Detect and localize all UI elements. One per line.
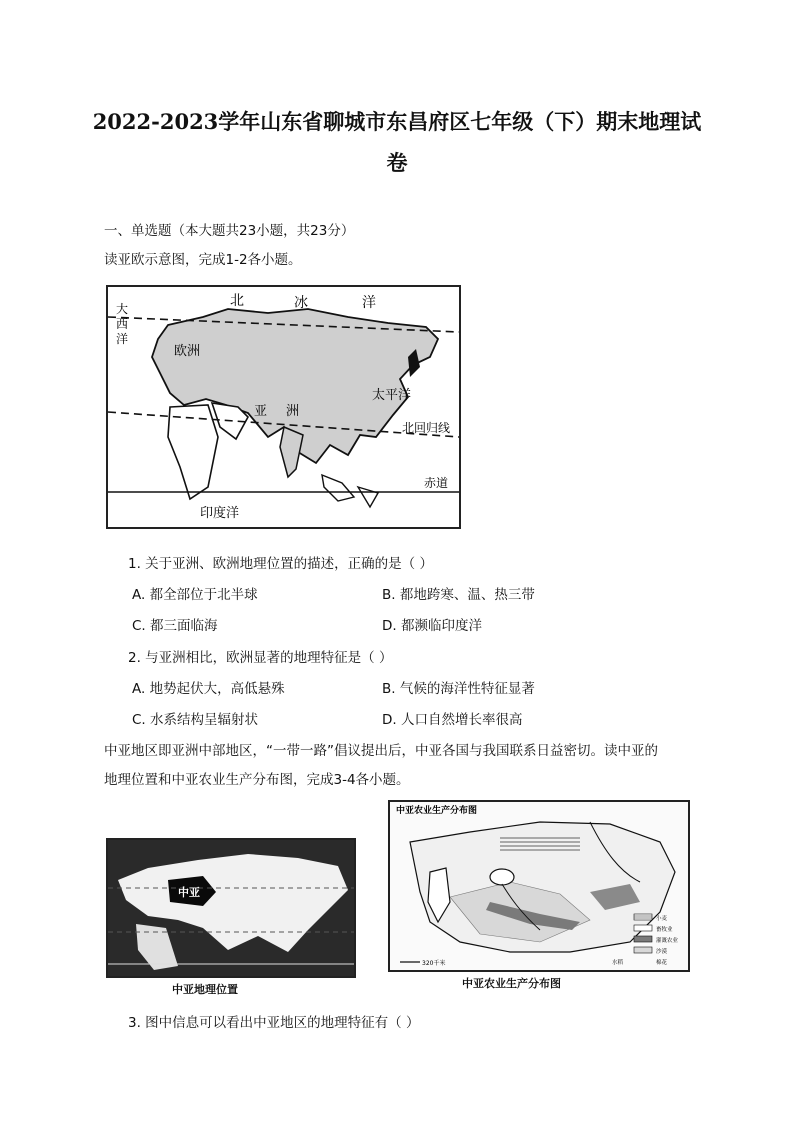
caption-agriculture-map: 中亚农业生产分布图 [462, 977, 561, 990]
caption-location-map: 中亚地理位置 [172, 983, 238, 996]
legend-pastoral: 畜牧业 [656, 927, 673, 933]
label-tropic: 北回归线 [402, 421, 451, 435]
section-header: 一、单选题（本大题共23小题，共23分） [104, 223, 355, 239]
document-title-line1: 2022-2023学年山东省聊城市东昌府区七年级（下）期末地理试 [92, 109, 702, 134]
question-2-option-d[interactable]: D. 人口自然增长率很高 [382, 712, 523, 728]
legend-desert: 沙漠 [656, 949, 668, 955]
label-atlantic-1: 大 [116, 302, 129, 316]
label-equator: 赤道 [424, 476, 449, 490]
label-north-ocean-2: 冰 [294, 295, 308, 311]
question-2-option-c[interactable]: C. 水系结构呈辐射状 [132, 712, 259, 728]
intro2-line2: 地理位置和中亚农业生产分布图，完成3-4各小题。 [104, 772, 410, 788]
intro-text: 读亚欧示意图，完成1-2各小题。 [104, 252, 302, 268]
question-1-option-d[interactable]: D. 都濒临印度洋 [382, 618, 482, 634]
label-asia-1: 亚 [254, 404, 268, 419]
label-asia-2: 洲 [286, 404, 300, 419]
document-title-line2: 卷 [386, 150, 408, 175]
label-central-asia: 中亚 [178, 886, 200, 899]
central-asia-location-map [106, 838, 356, 978]
label-europe: 欧洲 [174, 344, 201, 359]
question-2-option-a[interactable]: A. 地势起伏大，高低悬殊 [132, 681, 285, 697]
label-north-ocean-1: 北 [230, 293, 244, 309]
legend-irrigation: 灌溉农业 [656, 938, 679, 944]
question-2-option-b[interactable]: B. 气候的海洋性特征显著 [382, 681, 535, 697]
label-north-ocean-3: 洋 [362, 295, 376, 311]
label-pacific: 太平洋 [372, 388, 412, 403]
question-2-stem: 2. 与亚洲相比，欧洲显著的地理特征是（ ） [128, 650, 393, 666]
map3-header: 中亚农业生产分布图 [396, 806, 478, 816]
question-1-option-a[interactable]: A. 都全部位于北半球 [132, 587, 258, 603]
eurasia-map [106, 285, 461, 529]
central-asia-agriculture-map [388, 800, 690, 972]
question-1-option-b[interactable]: B. 都地跨寒、温、热三带 [382, 587, 535, 603]
intro2-line1: 中亚地区即亚洲中部地区，“一带一路”倡议提出后，中亚各国与我国联系日益密切。读中亚的 [104, 743, 658, 759]
legend-cotton: 棉花 [656, 960, 668, 966]
legend-rice: 水稻 [612, 960, 624, 966]
label-atlantic-3: 洋 [116, 332, 129, 346]
question-1-stem: 1. 关于亚洲、欧洲地理位置的描述，正确的是（ ） [128, 556, 433, 572]
legend-wheat: 小麦 [656, 916, 668, 922]
label-indian-ocean: 印度洋 [200, 506, 240, 521]
question-1-option-c[interactable]: C. 都三面临海 [132, 618, 218, 634]
label-atlantic-2: 西 [116, 317, 129, 331]
map3-scale: 320千米 [422, 960, 446, 967]
question-3-stem: 3. 图中信息可以看出中亚地区的地理特征有（ ） [128, 1015, 420, 1031]
